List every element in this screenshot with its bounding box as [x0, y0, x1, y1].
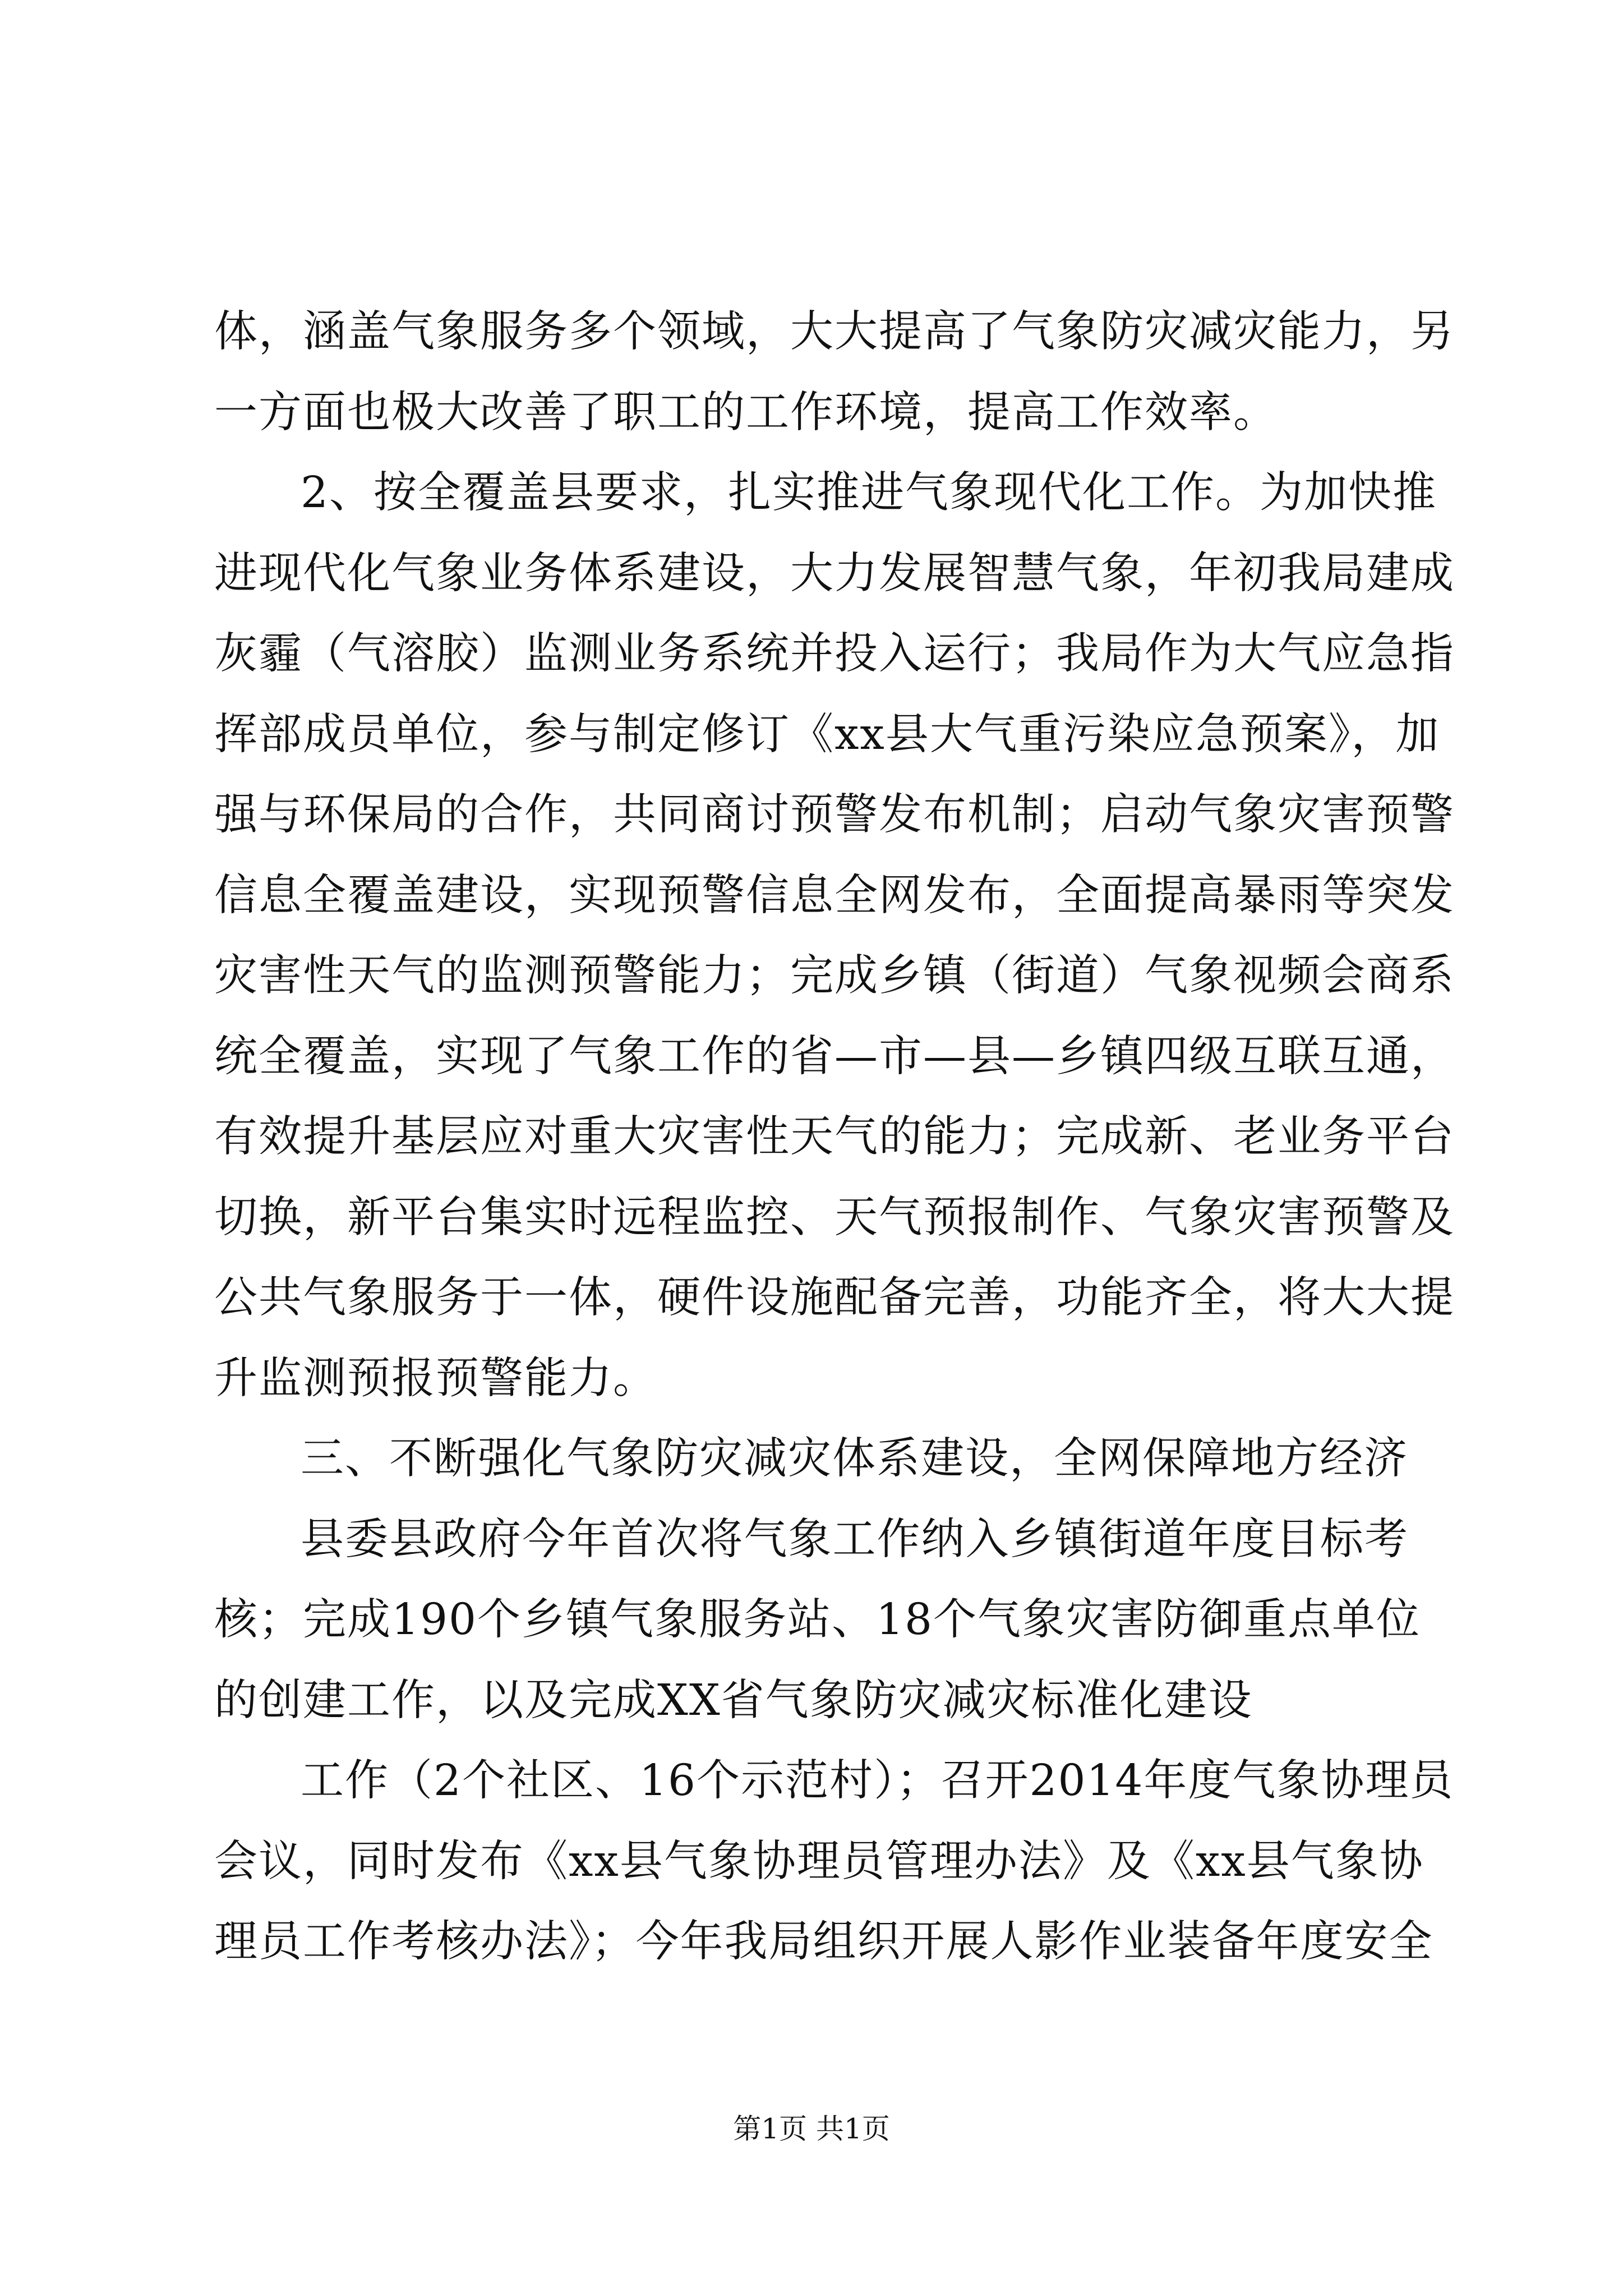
text-line: 公共气象服务于一体，硬件设施配备完善，功能齐全，将大大提 [214, 1273, 1455, 1323]
text-line: 进现代化气象业务体系建设，大力发展智慧气象，年初我局建成 [214, 548, 1455, 599]
text-line: 县委县政府今年首次将气象工作纳入乡镇街道年度目标考 [301, 1514, 1409, 1565]
text-line: 的创建工作，以及完成XX省气象防灾减灾标准化建设 [214, 1675, 1253, 1726]
text-line: 升监测预报预警能力。 [214, 1353, 657, 1404]
text-line: 2、按全覆盖县要求，扎实推进气象现代化工作。为加快推 [301, 468, 1437, 518]
text-line: 挥部成员单位，参与制定修订《xx县大气重污染应急预案》，加 [214, 709, 1440, 760]
text-line: 灰霾（气溶胶）监测业务系统并投入运行；我局作为大气应急指 [214, 629, 1455, 679]
text-line: 体，涵盖气象服务多个领域，大大提高了气象防灾减灾能力，另 [214, 307, 1455, 357]
text-line: 理员工作考核办法》；今年我局组织开展人影作业装备年度安全 [214, 1917, 1433, 1967]
text-line: 灾害性天气的监测预警能力；完成乡镇（街道）气象视频会商系 [214, 951, 1455, 1001]
text-line: 信息全覆盖建设，实现预警信息全网发布，全面提高暴雨等突发 [214, 870, 1455, 921]
text-line: 统全覆盖，实现了气象工作的省—市—县—乡镇四级互联互通， [214, 1031, 1455, 1082]
text-line: 工作（2个社区、16个示范村）；召开2014年度气象协理员 [301, 1756, 1454, 1806]
page-number-footer: 第1页 共1页 [733, 2113, 890, 2145]
document-body [214, 292, 1455, 1982]
text-line: 有效提升基层应对重大灾害性天气的能力；完成新、老业务平台 [214, 1112, 1455, 1162]
text-line: 核；完成190个乡镇气象服务站、18个气象灾害防御重点单位 [214, 1595, 1421, 1645]
section-heading: 三、不断强化气象防灾减灾体系建设，全网保障地方经济 [301, 1434, 1408, 1484]
text-line: 会议，同时发布《xx县气象协理员管理办法》及《xx县气象协 [214, 1836, 1424, 1887]
text-line: 切换，新平台集实时远程监控、天气预报制作、气象灾害预警及 [214, 1192, 1455, 1243]
text-line: 一方面也极大改善了职工的工作环境，提高工作效率。 [214, 387, 1278, 438]
text-line: 强与环保局的合作，共同商讨预警发布机制；启动气象灾害预警 [214, 790, 1455, 840]
